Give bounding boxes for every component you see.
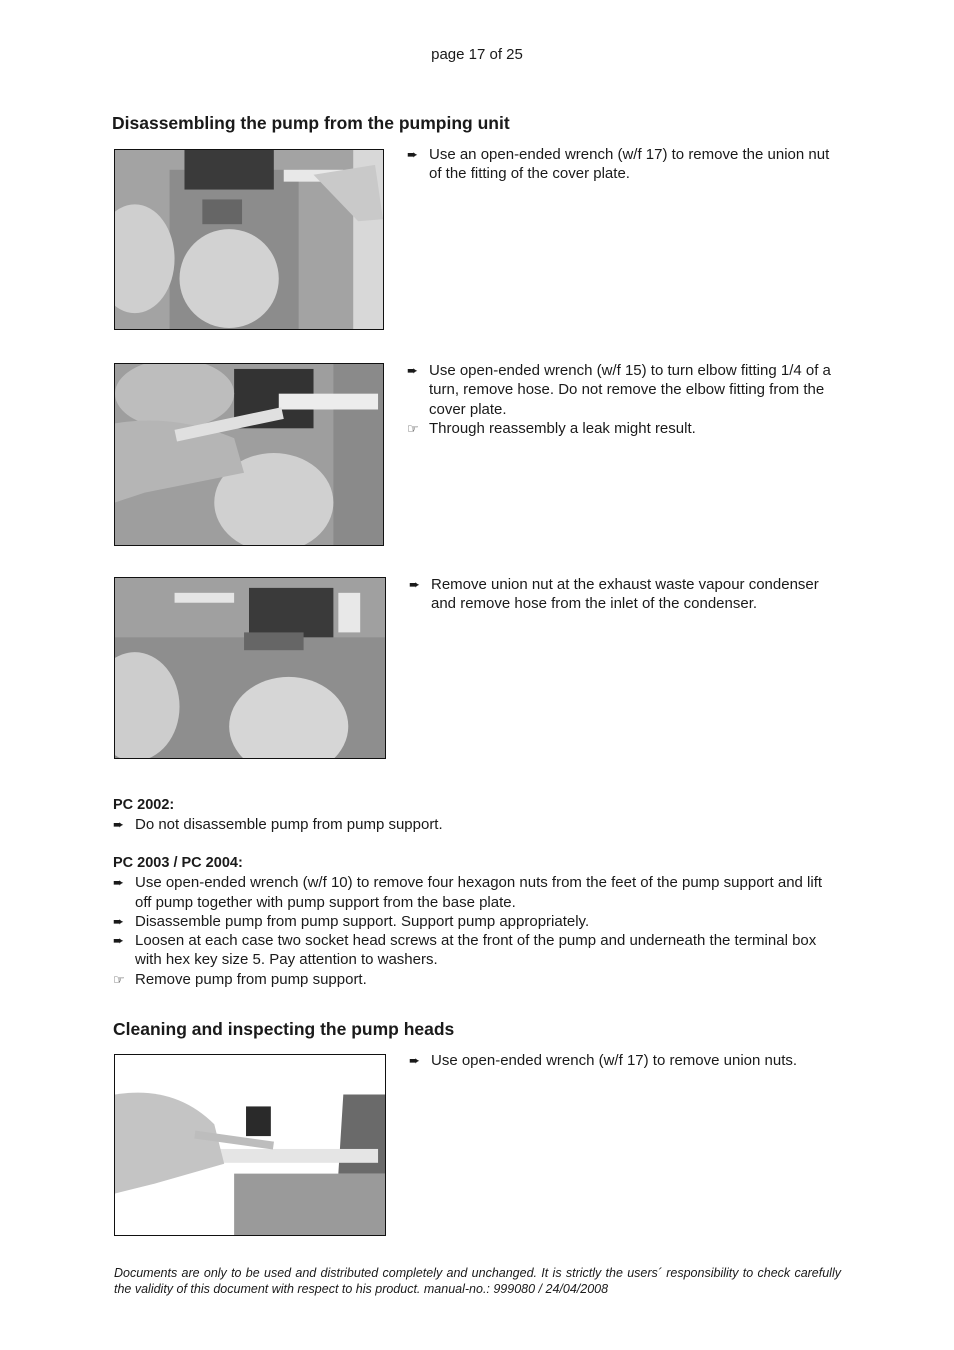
page-number: page 17 of 25 [431,46,523,63]
instruction-item [113,815,841,834]
instruction-item [407,361,841,419]
note-item [113,970,841,989]
instruction-text: Do not disassemble pump from pump support. [135,816,443,834]
arrow-icon: ➨ [113,817,124,833]
pc2002-block [113,796,841,835]
step-3-instructions [409,575,843,614]
photo-remove-union-nuts-pump-heads [114,1054,386,1236]
pc2003-block [113,854,841,989]
instruction-item [407,145,841,184]
instruction-item [113,873,841,912]
section-title-disassembling: Disassembling the pump from the pumping unit [112,113,510,133]
pc2002-heading: PC 2002: [113,797,175,813]
photo-remove-union-nut-cover-plate [114,149,384,330]
photo-remove-condenser-union-nut [114,577,386,759]
arrow-icon: ➨ [407,147,418,162]
instruction-text: Remove union nut at the exhaust waste vapour condenser and remove hose from the inlet of the condenser. [431,576,819,613]
step-1-instructions [407,145,841,184]
arrow-icon: ➨ [407,363,418,378]
pointing-hand-icon: ☞ [407,420,419,436]
pc2003-heading: PC 2003 / PC 2004: [113,855,243,871]
instruction-item [409,1051,843,1070]
instruction-text: Disassemble pump from pump support. Support pump appropriately. [135,912,590,930]
instruction-text: Use an open-ended wrench (w/f 17) to remove the union nut of the fitting of the cover plate. [429,146,830,183]
step-2-instructions [407,361,841,438]
pointing-hand-icon: ☞ [113,971,125,987]
arrow-icon: ➨ [113,933,124,949]
note-item [407,419,841,438]
instruction-text: Use open-ended wrench (w/f 17) to remove union nuts. [431,1052,798,1069]
cleaning-instructions [409,1051,843,1070]
instruction-item [113,912,841,931]
instruction-item [113,931,841,970]
instruction-text: Use open-ended wrench (w/f 10) to remove four hexagon nuts from the feet of the pump support and lift off pump together with pump support from the base plate. [135,874,823,911]
arrow-icon: ➨ [113,875,124,891]
section-title-cleaning: Cleaning and inspecting the pump heads [113,1019,455,1039]
instruction-text: Loosen at each case two socket head screws at the front of the pump and underneath the terminal box with hex key size 5. Pay attention to washers. [135,932,817,969]
arrow-icon: ➨ [409,577,420,592]
note-text: Through reassembly a leak might result. [429,419,696,437]
instruction-item [409,575,843,614]
photo-turn-elbow-fitting [114,363,384,546]
footer-disclaimer: Documents are only to be used and distributed completely and unchanged. It is strictly the users´ responsibility to check carefully the validity of this document with respect to his product. manual-no.: 999080 / 24/04/2008 [114,1266,841,1296]
arrow-icon: ➨ [113,913,124,929]
note-text: Remove pump from pump support. [135,970,367,988]
instruction-text: Use open-ended wrench (w/f 15) to turn elbow fitting 1/4 of a turn, remove hose. Do not remove the elbow fitting from the cover plate. [429,362,831,418]
arrow-icon: ➨ [409,1053,420,1068]
